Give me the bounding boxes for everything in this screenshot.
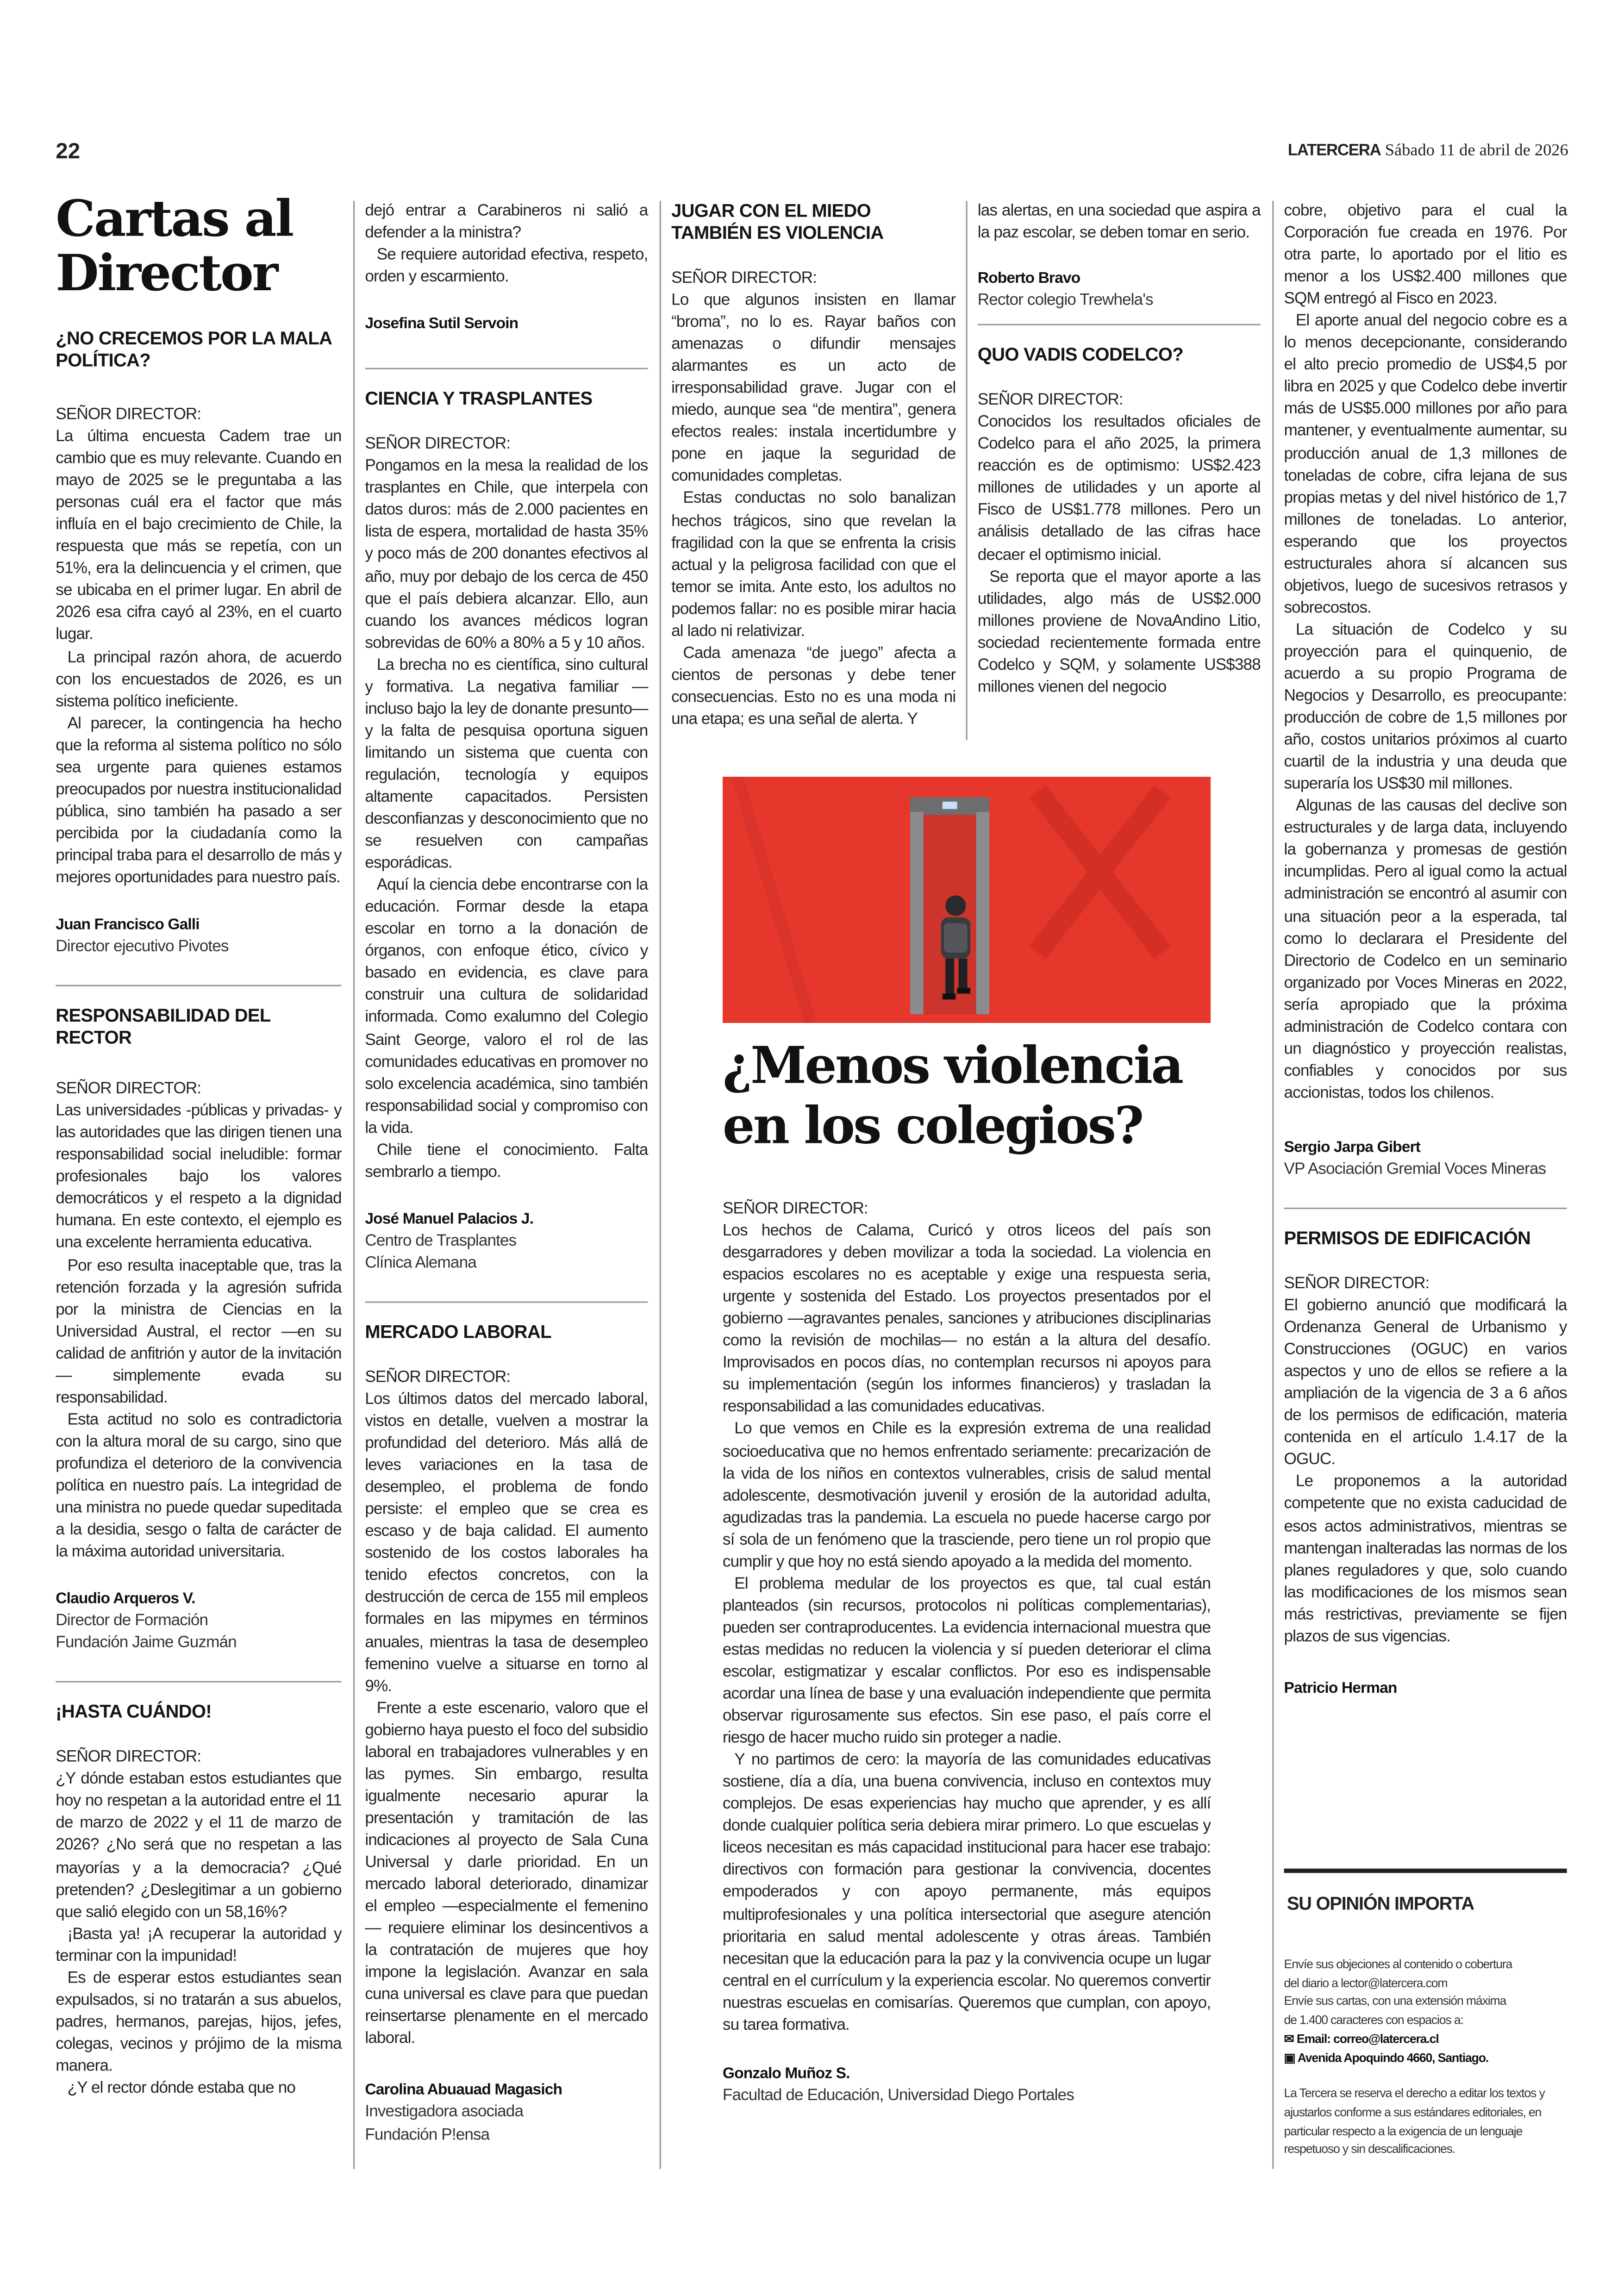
paragraph: Se requiere autoridad efectiva, respeto, orden y escarmiento. [365,246,648,286]
paragraph: El gobierno anunció que modificará la Ordenanza General de Urbanismo y Construcciones (OGUC) en varios aspectos y uno de ellos se refiere a la ampliación de la vigencia de 3 a 6 años de los permisos de edificación, materia contenida en el artículo 1.4.17 de la OGUC. [1284,1297,1567,1469]
signature: José Manuel Palacios J. [365,1210,534,1228]
letter-heading: QUO VADIS CODELCO? [977,344,1184,365]
email-line[interactable] [1284,2029,1567,2048]
divider [56,1681,341,1683]
brand-name: LATERCERA [1287,142,1381,160]
text-line: Fundación P!ensa [365,2126,490,2144]
column-3 [671,201,956,731]
paragraph: La situación de Codelco y su proyección para el quinquenio, de acuerdo a su propio Programa de Negocios y Desarrollo, es preocupante: producción de cobre de 1,5 millones por año, costos unitarios próximos al cuarto cuartil de la industria y una deuda que superaría los US$30 mil millones. [1284,621,1567,793]
opinion-box [1284,1869,1567,2159]
affiliation [365,2102,648,2146]
letter-body [1284,201,1567,1105]
salutation: SEÑOR DIRECTOR: [365,436,511,454]
envelope-icon: ✉ [1284,2031,1297,2046]
text-line: Rector colegio Trewhela's [977,292,1153,310]
paragraph: Se reporta que el mayor aporte a las utilidades, algo más de US$2.000 millones proviene de NovaAndino Litio, sociedad recientemente formada entre Codelco y SQM, y solamente US$388 millones vienen del negocio [977,568,1261,696]
paragraph: Lo que algunos insisten en llamar “broma”, no lo es. Rayar baños con amenazas o difundir mensajes alarmantes es un acto de irresponsabilidad grave. Jugar con el miedo, aunque sea “de mentira”, genera efectos reales: instala incertidumbre y pone en jaque la seguridad de comunidades completas. [671,292,956,486]
paragraph: La principal razón ahora, de acuerdo con los encuestados de 2026, es un sistema político ineficiente. [56,649,342,711]
salutation: SEÑOR DIRECTOR: [56,1749,201,1767]
letter-body [365,1390,648,2051]
paragraph: dejó entrar a Carabineros ni salió a defender a la ministra? [365,202,648,242]
paragraph: Por eso resulta inaceptable que, tras la retención forzada y la agresión sufrida por la ministra de Ciencias en la Universidad Austral, el rector —en su calidad de anfitrión y autor de la invitación— simplemente evada su responsabilidad. [56,1256,342,1407]
text-line: Envíe sus objeciones al contenido o cobertura [1284,1956,1512,1971]
divider [978,324,1261,325]
editorial-disclaimer: La Tercera se reserva el derecho a editar los textos y ajustarlos conforme a sus estándares editoriales, en particular respecto a la exigencia de un lenguaje respetuoso y sin descalificaciones. [1284,2086,1545,2157]
paragraph: Lo que vemos en Chile es la expresión extrema de una realidad socioeducativa que no hemos enfrentado seriamente: precarización de la vida de los niños en contextos vulnerables, crisis de salud mental adolescente, desmotivación juvenil y erosión de la autoridad adulta, agudizadas tras la pandemia. La escuela no puede hacerse cargo por sí sola de un fenómeno que la trasciende, pero tiene un rol propio que cumplir y que hoy no está siendo apoyado a la medida del momento. [722,1421,1211,1571]
letter-body [671,290,956,731]
paragraph: Al parecer, la contingencia ha hecho que la reforma al sistema político no sólo sea urgente para quienes estamos preocupados por nuestra institucionalidad pública, sino también ha pasado a ser percibida por la ciudadanía como la principal traba para el desarrollo de más y mejores oportunidades para nuestro país. [56,714,342,887]
metal-detector-illustration [723,777,1211,1023]
text-line: Envíe sus cartas, con una extensión máxima [1284,1994,1506,2008]
letter-heading: ¿NO CRECEMOS POR LA MALA POLÍTICA? [56,328,331,371]
paragraph: Y no partimos de cero: la mayoría de las comunidades educativas sostiene, día a día, una buena convivencia, incluso en contextos muy complejos. De esas experiencias hay mucho que aprender, y es allí donde cualquier política seria debiera mirar primero. Lo que escuelas y liceos necesitan es más capacidad institucional para hacer ese trabajo: directivos con formación para gestionar la convivencia, docentes empoderados y con apoyo permanente, más equipos multiprofesionales y una política intersectorial que asegure atención prioritaria en salud mental adolescente y otras áreas. También necesitan que la educación para la paz y la convivencia ocupe un lugar central en el currículum y la experiencia escolar. No queremos convertir nuestras escuelas en comisarías. Queremos que cumplan, con apoyo, su tarea formativa. [722,1752,1211,2034]
letter-body [56,426,341,889]
section-title: Cartas al Director [56,190,293,304]
letter-body [978,201,1261,245]
affiliation [365,1231,648,1275]
paragraph: El aporte anual del negocio cobre es a lo menos decepcionante, considerando el alto precio promedio de US$4,5 por libra en 2025 y que Codelco debe invertir más de US$5.000 millones por año para mantener, y eventualmente aumentar, su producción anual de 1,3 millones de toneladas de cobre, cifra lejana de sus propias metas y del nivel histórico de 1,7 millones de toneladas. Lo anterior, esperando que los proyectos estructurales ahora sí alcancen sus objetivos, luego de sucesivos retrasos y sobrecostos. [1284,312,1567,617]
signature: Claudio Arqueros V. [56,1590,195,1608]
salutation: SEÑOR DIRECTOR: [1284,1275,1430,1293]
letter-body [723,1221,1211,2037]
letter-body [978,412,1261,698]
column-2 [365,201,648,2146]
column-divider [353,201,355,2169]
text-line: Facultad de Educación, Universidad Diego Portales [722,2086,1074,2104]
paragraph: El problema medular de los proyectos es que, tal cual están planteados (sin recursos, protocolos ni políticas complementarias), pueden ser contraproducentes. La evidencia internacional muestra que estas medidas no reducen la violencia y sí pueden deteriorar el clima escolar, estigmatizar y escalar conflictos. Por eso es indispensable acordar una línea de base y una evaluación independiente que permita observar rigurosamente sus efectos. Sin ese paso, el país corre el riesgo de hacer mucho ruido sin proteger a nadie. [722,1575,1211,1747]
text-line: Director ejecutivo Pivotes [56,938,229,956]
salutation: SEÑOR DIRECTOR: [722,1200,868,1218]
paragraph: Las universidades -públicas y privadas- y las autoridades que las dirigen tienen una responsabilidad social ineludible: formar profesionales bajo los valores democráticos y el respeto a la dignidad humana. En este contexto, el ejemplo es una excelente herramienta educativa. [56,1102,342,1253]
text-line: Clínica Alemana [365,1254,476,1272]
letter-heading: ¡HASTA CUÁNDO! [56,1702,212,1723]
affiliation [1284,1159,1567,1181]
text-line: VP Asociación Gremial Voces Mineras [1284,1160,1546,1179]
letter-body [56,1770,341,2101]
column-divider [1272,201,1274,2169]
column-divider [966,201,967,740]
text-line: Centro de Trasplantes [365,1232,517,1250]
paragraph: Le proponemos a la autoridad competente que no exista caducidad de esos actos administrativos, mientras se mantengan inalteradas las normas de los planes reguladores y que, solo cuando las modificaciones de los mismos sean más restrictivas, previamente se fijen plazos de sus vigencias. [1284,1473,1567,1646]
letter-body [365,456,648,1184]
mailbox-icon: ▣ [1284,2049,1298,2064]
paragraph: Pongamos en la mesa la realidad de los trasplantes en Chile, que interpela con datos duros: más de 2.000 pacientes en lista de espera, mortalidad de hasta 35% y poco más de 200 donantes efectivos al año, muy por debajo de los cerca de 450 que el país debiera alcanzar. Ello, aun cuando los avances médicos logran sobrevidas de 60% a 80% a 5 y 10 años. [365,457,648,652]
paragraph: Estas conductas no solo banalizan hechos trágicos, sino que revelan la fragilidad con la que se enfrenta la crisis actual y la peligrosa facilidad con que el temor se imita. Ante esto, los adultos no podemos fallar: no es posible mirar hacia al lado ni relativizar. [671,490,956,640]
affiliation [978,290,1261,312]
page-number: 22 [56,139,81,164]
paragraph: Es de esperar estos estudiantes sean expulsados, si no tratarán a sus abuelos, padres, hermanos, parejas, hijos, jefes, colegas, vecinos y prójimo de la misma manera. [56,1969,342,2076]
text-line: Investigadora asociada [365,2103,524,2121]
text-line: Director de Formación [56,1612,208,1630]
affiliation [56,1611,341,1655]
column-5 [1284,201,1567,1700]
paragraph: La última encuesta Cadem trae un cambio que es muy relevante. Cuando en mayo de 2025 se le preguntaba a las personas cuál era el factor que más influía en el bajo crecimiento de Chile, la respuesta que más se repetía, con un 51%, era la delincuencia y el crimen, que se ubicaba en el primer lugar. En abril de 2026 esa cifra cayó al 23%, en el cuarto lugar. [56,428,342,644]
affiliation [723,2085,1211,2108]
signature: Sergio Jarpa Gibert [1284,1138,1420,1156]
letter-heading: JUGAR CON EL MIEDO TAMBIÉN ES VIOLENCIA [671,200,884,243]
paragraph: Algunas de las causas del declive son estructurales y de larga data, incluyendo la gobernanza y promesas de gestión incumplidas. Pero al igual como la actual administración se encontró al asumir con una situación peor a la esperada, tal como lo declarara el Presidente del Directorio de Codelco en un seminario organizado por Voces Mineras en 2022, sería apropiado que la próxima administración de Codelco contara con un diagnóstico y proyección realistas, confiables y conocidos por sus accionistas, todos los chilenos. [1284,798,1567,1102]
paragraph: Los últimos datos del mercado laboral, vistos en detalle, vuelven a mostrar la profundidad del deterioro. Más allá de leves variaciones en la tasa de desempleo, el problema de fondo persiste: el empleo que se crea es escaso y de baja calidad. El aumento sostenido de los costos laborales ha tenido efectos concretos, con la destrucción de cerca de 155 mil empleos formales en las mipymes en términos anuales, mientras la tasa de desempleo femenino vuelve a situarse en torno al 9%. [365,1391,648,1695]
paragraph: Chile tiene el conocimiento. Falta sembrarlo a tiempo. [365,1141,648,1181]
column-divider [660,201,661,2169]
affiliation [56,936,341,959]
paragraph: Esta actitud no solo es contradictoria con la altura moral de su cargo, sino que profundiza el deterioro de la convivencia política en nuestro país. La integridad de una ministra no puede quedar supeditada a la desidia, sesgo o falta de carácter de la máxima autoridad universitaria. [56,1411,342,1561]
signature: Carolina Abuauad Magasich [365,2082,562,2100]
signature: Josefina Sutil Servoin [365,315,518,333]
column-4 [978,201,1261,699]
salutation: SEÑOR DIRECTOR: [977,391,1123,409]
salutation: SEÑOR DIRECTOR: [671,269,817,287]
paragraph: Aquí la ciencia debe encontrarse con la educación. Formar desde la etapa escolar en torno a la donación de órganos, con enfoque ético, cívico y basado en evidencia, es clave para construir una cultura de solidaridad informada. Como exalumno del Colegio Saint George, valoro el rol de las comunidades educativas en promover no solo excelencia académica, sino también responsabilidad social y compromiso con la vida. [365,876,648,1137]
issue-date: Sábado 11 de abril de 2026 [1385,142,1568,160]
paragraph: ¡Basta ya! ¡A recuperar la autoridad y terminar con la impunidad! [56,1925,342,1965]
paragraph: La brecha no es científica, sino cultural y formativa. La negativa familiar —incluso bajo la ley de donante presunto— y la falta de pesquisa oportuna siguen limitando un sistema que cuenta con regulación, tecnología y equipos altamente capacitados. Persisten desconfianzas y desconocimiento que no se resuelven con campañas esporádicas. [365,656,648,873]
paragraph: las alertas, en una sociedad que aspira a la paz escolar, se deben tomar en serio. [977,202,1261,242]
divider [1284,1208,1567,1209]
email-address[interactable]: Email: correo@latercera.cl [1296,2031,1439,2046]
letter-body [365,201,648,289]
signature: Patricio Herman [1284,1679,1397,1697]
divider [365,1301,648,1303]
paragraph: ¿Y dónde estaban estos estudiantes que hoy no respetan a la autoridad entre el 11 de marzo de 2022 y el 11 de marzo de 2026? ¿No será que no respetan a las mayorías y a la democracia? ¿Qué pretenden? ¿Deslegitimar a un gobierno que salió elegido con un 58,16%? [56,1771,342,1921]
letter-body [56,1101,341,1564]
masthead [1288,142,1568,160]
letter-heading: PERMISOS DE EDIFICACIÓN [1284,1228,1531,1249]
divider [365,368,648,369]
letter-heading: CIENCIA Y TRASPLANTES [365,388,593,410]
opinion-box-heading: SU OPINIÓN IMPORTA [1287,1893,1474,1914]
signature: Gonzalo Muñoz S. [722,2064,850,2083]
featured-title: ¿Menos violencia en los colegios? [722,1037,1182,1157]
salutation: SEÑOR DIRECTOR: [365,1369,511,1387]
signature: Roberto Bravo [977,269,1081,287]
featured-letter [723,1199,1211,2108]
text-line: Fundación Jaime Guzmán [56,1634,237,1652]
letter-heading: MERCADO LABORAL [365,1322,551,1343]
postal-address: Avenida Apoquindo 4660, Santiago. [1297,2049,1489,2064]
text-line: del diario a lector@latercera.com [1284,1975,1448,1990]
signature: Juan Francisco Galli [56,916,200,934]
paragraph: cobre, objetivo para el cual la Corporación fue creada en 1976. Por otra parte, lo aportado por el litio es menor a los US$2.400 millones que SQM entregó al Fisco en 2023. [1284,202,1567,308]
paragraph: Cada amenaza “de juego” afecta a cientos de personas y debe tener consecuencias. Esto no es una moda ni una etapa; es una señal de alerta. Y [671,644,956,729]
salutation: SEÑOR DIRECTOR: [56,1080,201,1098]
column-1 [56,190,342,2100]
paragraph: Conocidos los resultados oficiales de Codelco para el año 2025, la primera reacción es de optimismo: US$2.423 millones de utilidades y un aporte al Fisco de US$1.778 millones. Pero un análisis detallado de las cifras hace decaer el optimismo inicial. [977,413,1261,564]
paragraph: Los hechos de Calama, Curicó y otros liceos del país son desgarradores y deben movilizar a toda la sociedad. La violencia en espacios escolares no es aceptable y exige una respuesta seria, urgente y sostenida del Estado. Los proyectos presentados por el gobierno —agravantes penales, sanciones y atribuciones disciplinarias como la revisión de mochilas— no están a la altura del desafío. Improvisados en pocos días, no contemplan recursos ni apoyos para su implementación (según los informes financieros) y trasladan la responsabilidad a las comunidades educativas. [722,1222,1211,1416]
paragraph: ¿Y el rector dónde estaba que no [67,2079,296,2097]
submission-info [1284,1955,1567,2030]
letter-heading: RESPONSABILIDAD DEL RECTOR [56,1005,270,1048]
text-line: de 1.400 caracteres con espacios a: [1284,2012,1463,2027]
divider [56,985,341,986]
paragraph: Frente a este escenario, valoro que el gobierno haya puesto el foco del subsidio laboral en trabajadores vulnerables y en las pymes. Sin embargo, resulta igualmente necesario apurar la presentación y tramitación de las indicaciones al proyecto de Sala Cuna Universal y darle prioridad. En un mercado laboral deteriorado, dinamizar el empleo —especialmente el femenino— requiere eliminar los desincentivos a la contratación de mujeres que hoy impone la legislación. Avanzar en sala cuna universal es clave para que puedan reinsertarse plenamente en el mercado laboral. [365,1699,648,2048]
salutation: SEÑOR DIRECTOR: [56,406,201,424]
letter-body [1284,1296,1567,1648]
address-line [1284,2048,1567,2067]
